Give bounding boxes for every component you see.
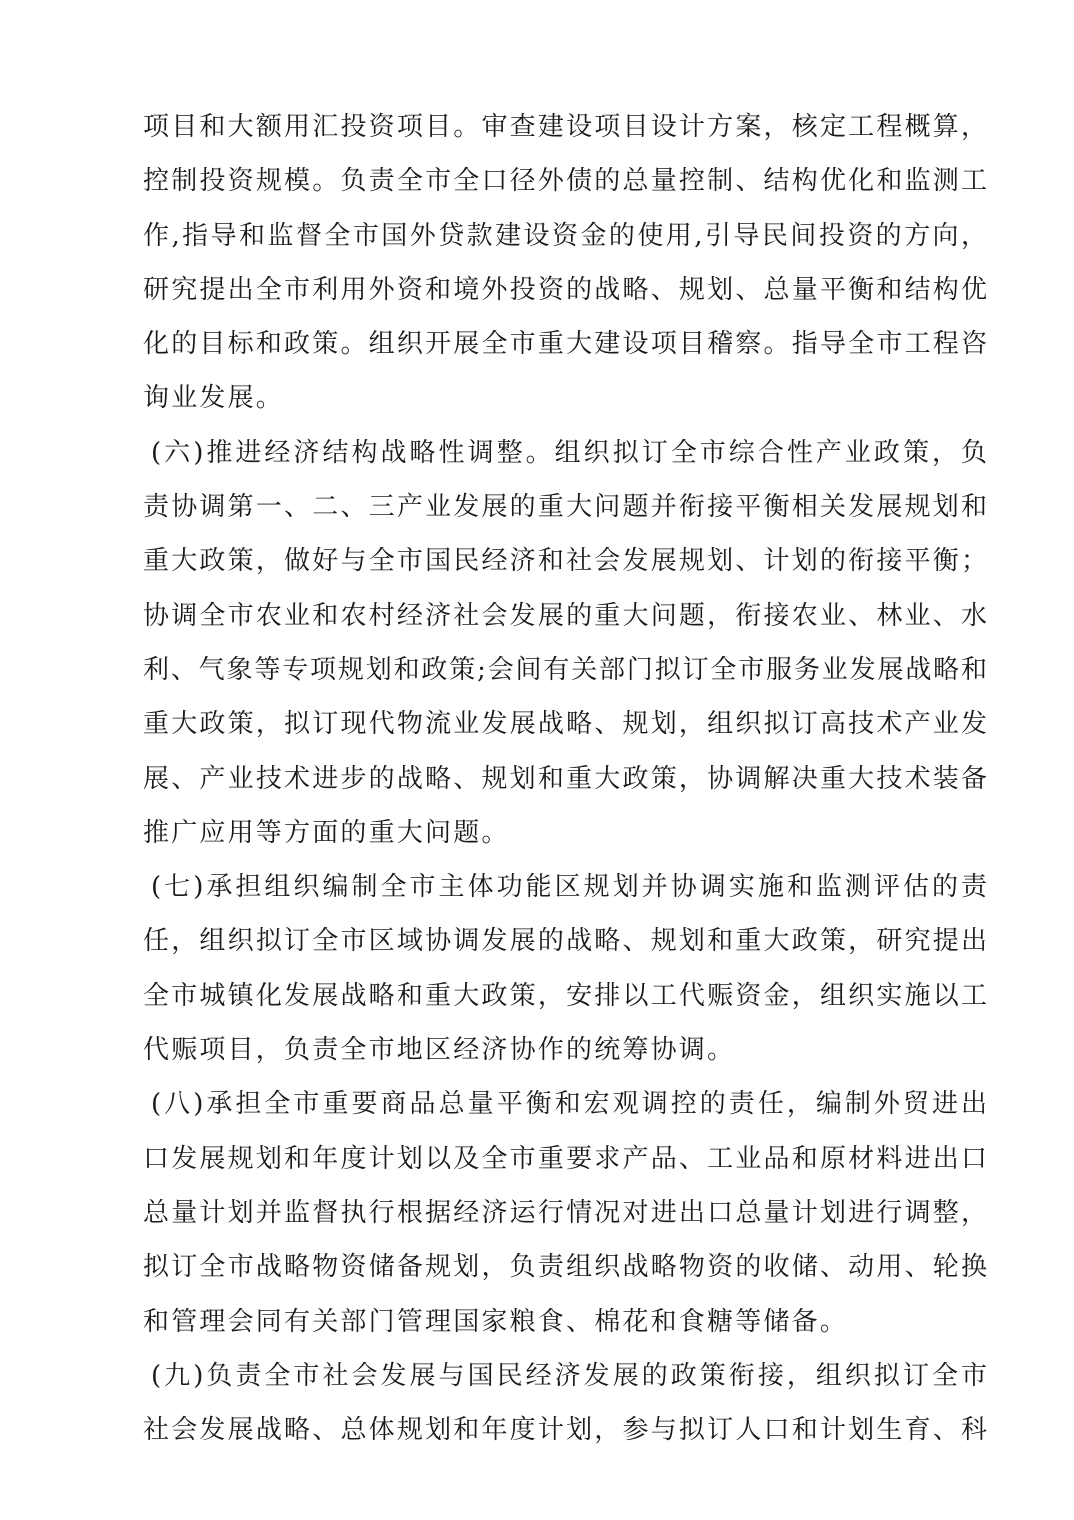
paragraph-item-9 [143, 1357, 987, 1466]
text-line: 和管理会同有关部门管理国家粮食、棉花和食糖等储备。 [143, 1306, 849, 1337]
paragraph-continuation [143, 108, 987, 434]
text-line: 拟订全市战略物资储备规划，负责组织战略物资的收储、动用、轮换 [143, 1252, 987, 1283]
text-line: 化的目标和政策。组织开展全市重大建设项目稽察。指导全市工程咨 [143, 329, 987, 360]
text-line: 全市城镇化发展战略和重大政策，安排以工代赈资金，组织实施以工 [143, 980, 987, 1011]
text-line: 询业发展。 [143, 383, 285, 414]
text-line: 重大政策，做好与全市国民经济和社会发展规划、计划的衔接平衡； [143, 546, 987, 577]
text-line: (六)推进经济结构战略性调整。组织拟订全市综合性产业政策，负 [151, 437, 987, 468]
text-line: 协调全市农业和农村经济社会发展的重大问题，衔接农业、林业、水 [143, 600, 987, 631]
text-line: 推广应用等方面的重大问题。 [143, 817, 510, 848]
text-line: (七)承担组织编制全市主体功能区规划并协调实施和监测评估的责 [151, 872, 987, 903]
text-line: 口发展规划和年度计划以及全市重要求产品、工业品和原材料进出口 [143, 1143, 987, 1174]
text-line: 代赈项目，负责全市地区经济协作的统筹协调。 [143, 1035, 736, 1066]
text-line: 展、产业技术进步的战略、规划和重大政策，协调解决重大技术装备 [143, 763, 987, 794]
text-line: 任，组织拟订全市区域协调发展的战略、规划和重大政策，研究提出 [143, 926, 987, 957]
text-line: 项目和大额用汇投资项目。审查建设项目设计方案，核定工程概算， [143, 112, 987, 142]
text-line: (九)负责全市社会发展与国民经济发展的政策衔接，组织拟订全市 [151, 1360, 987, 1391]
paragraph-item-7 [143, 868, 987, 1085]
paragraph-item-8 [143, 1085, 987, 1356]
paragraph-item-6 [143, 434, 987, 868]
text-line: 总量计划并监督执行根据经济运行情况对进出口总量计划进行调整， [143, 1197, 987, 1228]
text-line: 研究提出全市利用外资和境外投资的战略、规划、总量平衡和结构优 [143, 274, 987, 305]
text-line: 利、气象等专项规划和政策;会间有关部门拟订全市服务业发展战略和 [143, 654, 987, 685]
document-page [143, 108, 987, 1465]
text-line: 控制投资规模。负责全市全口径外债的总量控制、结构优化和监测工 [143, 166, 987, 197]
text-line: 重大政策，拟订现代物流业发展战略、规划，组织拟订高技术产业发 [143, 709, 987, 740]
text-line: (八)承担全市重要商品总量平衡和宏观调控的责任，编制外贸进出 [151, 1089, 987, 1120]
text-line: 社会发展战略、总体规划和年度计划，参与拟订人口和计划生育、科 [143, 1415, 987, 1446]
text-line: 责协调第一、二、三产业发展的重大问题并衔接平衡相关发展规划和 [143, 492, 987, 523]
text-line: 作,指导和监督全市国外贷款建设资金的使用,引导民间投资的方向， [143, 220, 987, 251]
